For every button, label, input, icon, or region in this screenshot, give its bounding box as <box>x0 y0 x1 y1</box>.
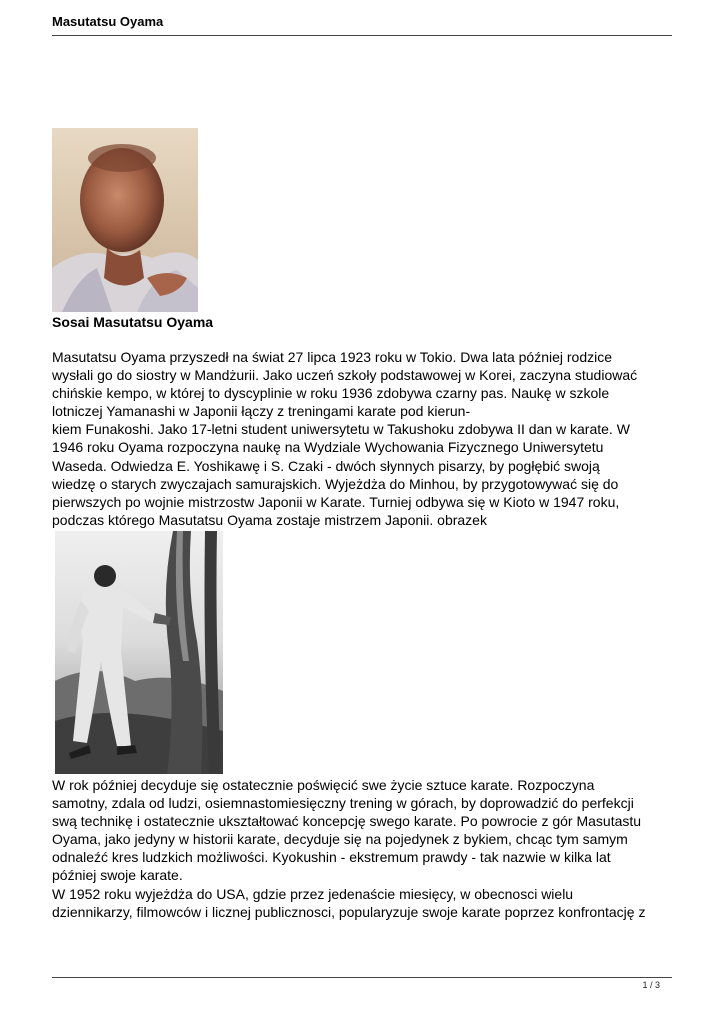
text-line: Waseda. Odwiedza E. Yoshikawę i S. Czaki - dwóch słynnych pisarzy, by pogłębić swoją <box>52 457 600 474</box>
portrait-photo <box>52 128 198 312</box>
paragraph-first <box>52 348 677 529</box>
text-line: 1946 roku Oyama rozpoczyna naukę na Wydziale Wychowania Fizycznego Uniwersytetu <box>52 439 604 456</box>
text-line: odnaleźć kres ludzkich możliwości. Kyokushin - ekstremum prawdy - tak nazwie w kilka lat <box>52 849 611 866</box>
text-line: dziennikarzy, filmowców i licznej publicznosci, popularyzuje swoje karate poprzez konfrontację z <box>52 903 646 920</box>
text-line: W 1952 roku wyjeżdża do USA, gdzie przez jedenaście miesięcy, w obecnosci wielu <box>52 885 574 902</box>
footer-divider <box>52 977 672 978</box>
text-line: wiedzę o starych zwyczajach samurajskich. Wyjeżdża do Minhou, by przygotowywać się do <box>52 475 619 492</box>
text-line: podczas którego Masutatsu Oyama zostaje mistrzem Japonii. obrazek <box>52 511 487 528</box>
section-heading: Sosai Masutatsu Oyama <box>52 314 214 330</box>
text-line: wysłali go do siostry w Mandżurii. Jako uczeń szkoły podstawowej w Korei, zaczyna studiować <box>52 367 638 384</box>
text-line: pierwszych po wojnie mistrzostw Japonii w Karate. Turniej odbywa się w Kioto w 1947 roku, <box>52 493 620 510</box>
tree-training-photo <box>55 531 223 774</box>
paragraph-second <box>52 776 677 921</box>
text-line: kiem Funakoshi. Jako 17-letni student uniwersytetu w Takushoku zdobywa II dan w karate. W <box>52 421 630 438</box>
text-line: samotny, zdala od ludzi, osiemnastomiesięczny trening w górach, by doprowadzić do perfekcji <box>52 795 634 812</box>
text-line: Oyama, jako jedyny w historii karate, decyduje się na pojedynek z bykiem, chcąc tym samym <box>52 831 628 848</box>
header-divider <box>52 35 672 36</box>
text-line: później swoje karate. <box>52 867 183 884</box>
page-header-title: Masutatsu Oyama <box>52 14 164 29</box>
text-line: Masutatsu Oyama przyszedł na świat 27 lipca 1923 roku w Tokio. Dwa lata później rodzice <box>52 349 613 365</box>
page-number: 1 / 3 <box>642 980 660 990</box>
text-line: W rok później decyduje się ostatecznie poświęcić swe życie sztuce karate. Rozpoczyna <box>52 777 595 793</box>
text-line: lotniczej Yamanashi w Japonii łączy z treningami karate pod kierun- <box>52 403 471 420</box>
text-line: chińskie kempo, w której to dyscyplinie w roku 1936 zdobywa czarny pas. Naukę w szkole <box>52 385 610 402</box>
text-line: swą technikę i ostatecznie ukształtować koncepcję swego karate. Po powrocie z gór Masutastu <box>52 813 642 830</box>
